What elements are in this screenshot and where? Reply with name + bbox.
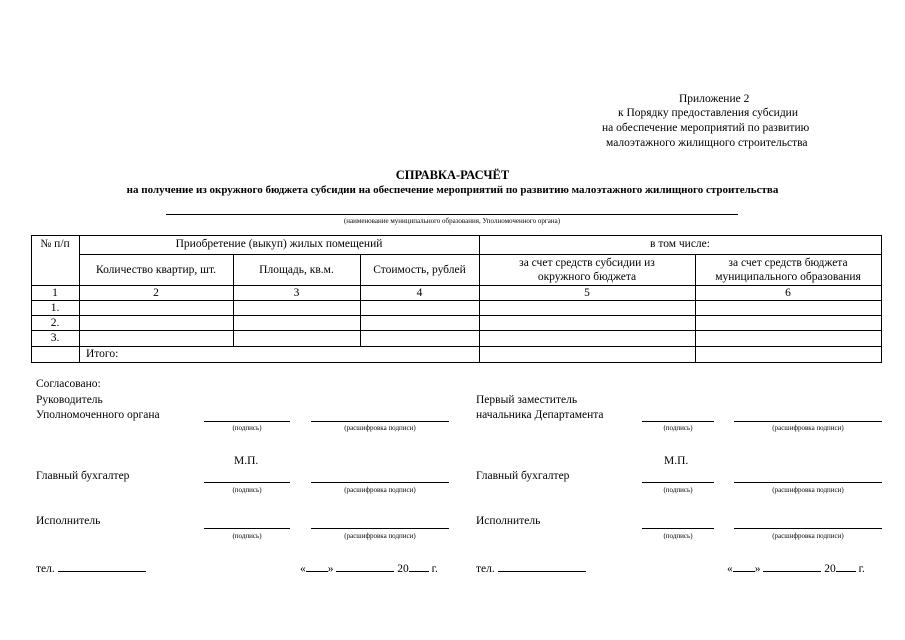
year-suffix: г. [431,563,438,575]
date-close-quote: » [327,563,334,575]
signature-caption: (подпись) [232,424,262,432]
org-name-caption: (наименование муниципального образования, Уполномоченного органа) [343,217,561,225]
signature-line[interactable] [642,421,714,422]
header-col-area: Площадь, кв.м. [259,264,334,276]
head-label-2: Уполномоченного органа [36,409,160,421]
document-subtitle: на получение из окружного бюджета субсидии на обеспечение мероприятий по развитию малоэтажного жилищного строительства [126,184,779,196]
first-deputy-label-2: начальника Департамента [476,409,604,421]
date-field [300,561,438,575]
date-open-quote: « [727,563,733,575]
head-label-1: Руководитель [36,394,103,406]
index-cell: 5 [584,287,590,299]
signature-decode-line[interactable] [311,482,449,483]
tel-field [476,561,586,575]
day-line[interactable] [733,561,755,572]
decode-caption: (расшифровка подписи) [772,486,844,494]
signature-line[interactable] [204,482,290,483]
decode-caption: (расшифровка подписи) [344,532,416,540]
header-col-muni-line1: за счет средств бюджета [728,257,848,269]
tel-line[interactable] [498,561,586,572]
header-group-incl: в том числе: [650,238,710,250]
decode-caption: (расшифровка подписи) [772,532,844,540]
signature-decode-line[interactable] [734,528,882,529]
signature-decode-line[interactable] [734,482,882,483]
tel-field [36,561,146,575]
year-prefix: 20 [824,563,836,575]
header-col-district-line2: окружного бюджета [537,271,637,283]
signature-caption: (подпись) [663,486,693,494]
year-line[interactable] [836,561,856,572]
year-suffix: г. [858,563,865,575]
tel-label: тел. [476,563,495,575]
first-deputy-label-1: Первый заместитель [476,394,578,406]
date-open-quote: « [300,563,306,575]
tel-line[interactable] [58,561,146,572]
chief-accountant-label: Главный бухгалтер [36,470,130,482]
chief-accountant-label: Главный бухгалтер [476,470,570,482]
agreed-label: Согласовано: [36,378,101,390]
stamp-label: М.П. [664,455,689,467]
tel-label: тел. [36,563,55,575]
signature-line[interactable] [642,528,714,529]
index-cell: 4 [416,287,423,299]
index-cell: 3 [293,287,300,299]
stamp-label: М.П. [234,455,259,467]
row-number: 1. [50,302,60,314]
date-close-quote: » [754,563,761,575]
decode-caption: (расшифровка подписи) [772,424,844,432]
day-line[interactable] [306,561,328,572]
month-line[interactable] [336,561,394,572]
header-group-purchase: Приобретение (выкуп) жилых помещений [175,238,383,250]
month-line[interactable] [763,561,821,572]
signature-caption: (подпись) [232,486,262,494]
index-cell: 2 [153,287,159,299]
header-col-num: № п/п [40,238,70,250]
total-label: Итого: [86,348,119,360]
decode-caption: (расшифровка подписи) [344,424,416,432]
appendix-line-1: Приложение 2 [679,93,750,105]
appendix-line-2: к Порядку предоставления субсидии [618,107,798,119]
signature-decode-line[interactable] [311,528,449,529]
document-title: СПРАВКА-РАСЧЁТ [395,168,510,182]
appendix-line-4: малоэтажного жилищного строительства [606,137,808,149]
executor-label: Исполнитель [476,515,541,527]
year-line[interactable] [409,561,429,572]
signature-caption: (подпись) [663,424,693,432]
signature-caption: (подпись) [232,532,262,540]
signature-caption: (подпись) [663,532,693,540]
date-field [727,561,865,575]
index-cell: 1 [52,287,58,299]
header-col-qty: Количество квартир, шт. [95,264,216,276]
index-cell: 6 [785,287,791,299]
header-col-cost: Стоимость, рублей [373,264,466,276]
signature-decode-line[interactable] [734,421,882,422]
signature-decode-line[interactable] [311,421,449,422]
decode-caption: (расшифровка подписи) [344,486,416,494]
signature-line[interactable] [642,482,714,483]
signature-line[interactable] [204,421,290,422]
row-number: 3. [50,332,60,344]
signature-line[interactable] [204,528,290,529]
header-col-muni-line2: муниципального образования [715,271,861,283]
year-prefix: 20 [397,563,409,575]
row-number: 2. [50,317,60,329]
header-col-district-line1: за счет средств субсидии из [519,257,655,269]
executor-label: Исполнитель [36,515,101,527]
appendix-line-3: на обеспечение мероприятий по развитию [602,122,810,134]
